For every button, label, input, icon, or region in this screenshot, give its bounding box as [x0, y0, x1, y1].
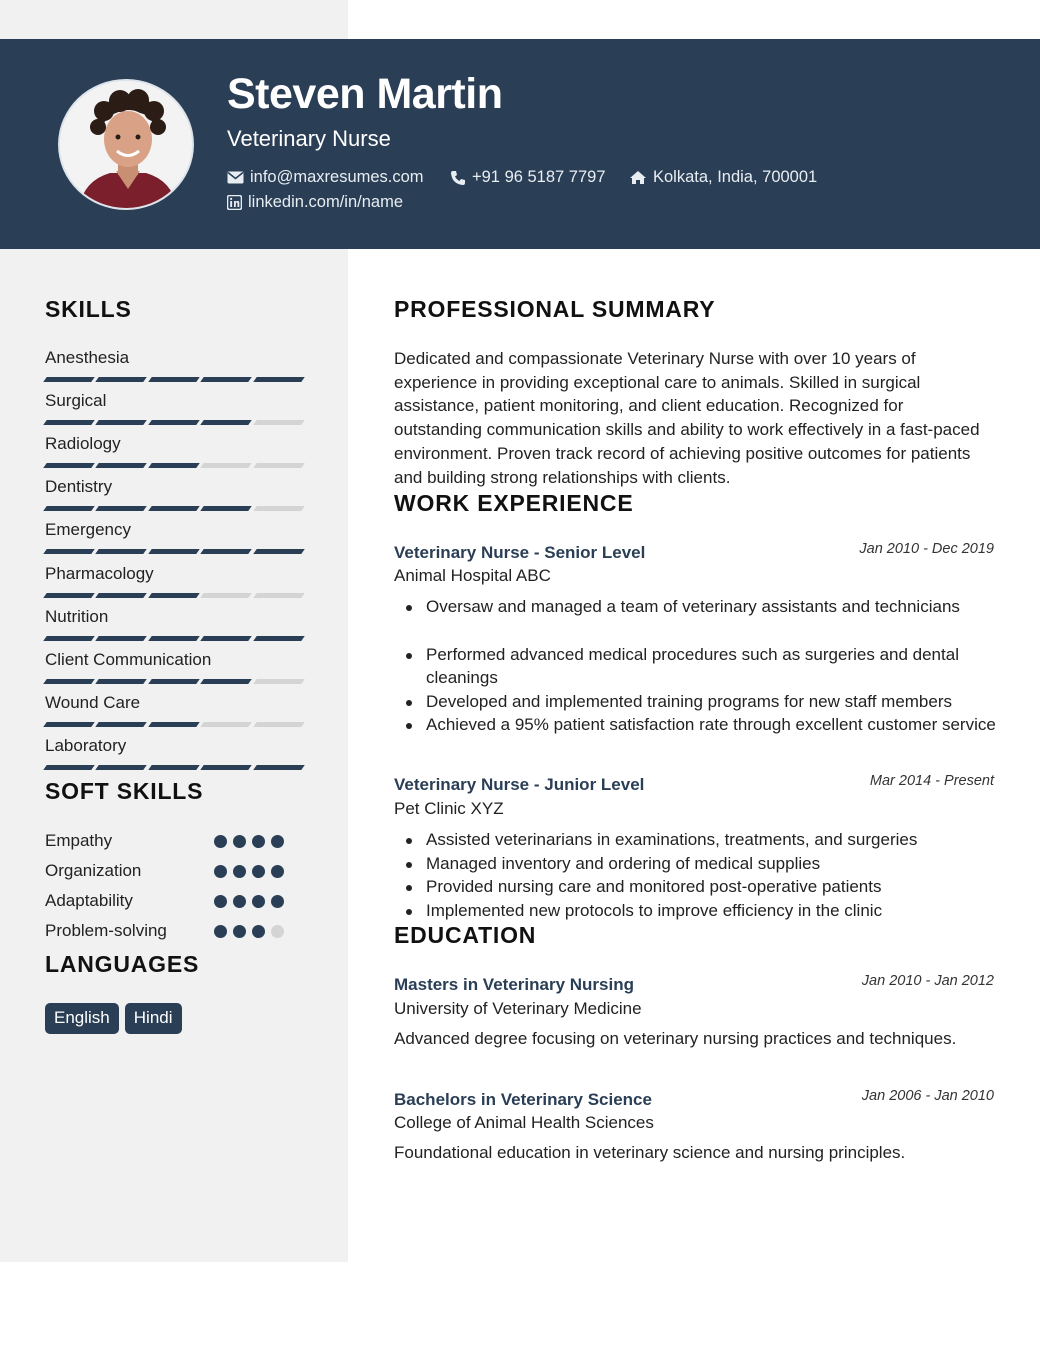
- skill-level-segment: [43, 506, 95, 511]
- skill-level-segment: [96, 549, 148, 554]
- languages-title: LANGUAGES: [45, 951, 200, 977]
- skill-level-segment: [253, 722, 305, 727]
- skills-title: SKILLS: [45, 296, 132, 322]
- soft-skills-title: SOFT SKILLS: [45, 778, 204, 804]
- experience-title: WORK EXPERIENCE: [394, 490, 634, 516]
- job-dates: Mar 2014 - Present: [869, 773, 994, 789]
- degree-dates: Jan 2006 - Jan 2010: [861, 1088, 994, 1104]
- skill-name: Dentistry: [45, 477, 113, 497]
- job-bullets: [394, 595, 1004, 737]
- degree-description: Foundational education in veterinary science and nursing principles.: [394, 1143, 906, 1162]
- language-tag: Hindi: [125, 1003, 182, 1034]
- skill-level-segment: [148, 463, 200, 468]
- bullet-item: Developed and implemented training programs for new staff members: [394, 690, 1004, 714]
- skill-level-segment: [43, 636, 95, 641]
- skill-level-bar: [45, 506, 303, 511]
- skill-name: Pharmacology: [45, 563, 154, 583]
- soft-skill-name: Adaptability: [45, 891, 133, 910]
- skill-level-segment: [200, 679, 252, 684]
- soft-skill-rating: [214, 895, 284, 908]
- skill-level-segment: [148, 636, 200, 641]
- skill-level-segment: [43, 463, 95, 468]
- skill-level-segment: [148, 506, 200, 511]
- skill-name: Laboratory: [45, 735, 127, 755]
- soft-skill-rating: [214, 865, 284, 878]
- skill-level-segment: [253, 636, 305, 641]
- skill-name: Nutrition: [45, 606, 109, 626]
- summary-text: Dedicated and compassionate Veterinary Nurse with over 10 years of experience in providing exceptional care to animals. Skilled in surgical assistance, patient monitoring, and client education. Recognized for outstanding communication skills and ability to work effectively in a fast-paced environment. Proven track record of achieving positive outcomes for patients and building strong relationships with clients.: [394, 349, 980, 487]
- skill-level-segment: [43, 593, 95, 598]
- skill-level-bar: [45, 636, 303, 641]
- rating-dot: [214, 925, 227, 938]
- job-title: Veterinary Nurse - Junior Level: [394, 775, 645, 794]
- skill-level-segment: [43, 765, 95, 770]
- school-name: University of Veterinary Medicine: [394, 999, 642, 1018]
- rating-dot: [233, 835, 246, 848]
- location-text: Kolkata, India, 700001: [653, 168, 818, 186]
- job-employer: Animal Hospital ABC: [394, 566, 551, 585]
- skill-level-segment: [43, 549, 95, 554]
- contact-phone[interactable]: [450, 168, 606, 187]
- skill-level-segment: [253, 549, 305, 554]
- skill-level-segment: [96, 506, 148, 511]
- rating-dot: [252, 895, 265, 908]
- skill-level-segment: [96, 679, 148, 684]
- rating-dot: [252, 865, 265, 878]
- contact-location: [629, 168, 817, 187]
- linkedin-icon: [227, 195, 242, 210]
- skill-name: Surgical: [45, 391, 107, 411]
- skill-level-segment: [253, 377, 305, 382]
- skill-level-segment: [96, 722, 148, 727]
- skill-level-bar: [45, 377, 303, 382]
- skill-name: Wound Care: [45, 692, 141, 712]
- rating-dot: [233, 925, 246, 938]
- skill-name: Emergency: [45, 520, 131, 540]
- skill-level-bar: [45, 593, 303, 598]
- skill-level-segment: [200, 593, 252, 598]
- skill-level-segment: [200, 722, 252, 727]
- linkedin-text: linkedin.com/in/name: [248, 193, 403, 211]
- rating-dot: [271, 835, 284, 848]
- skill-level-segment: [96, 593, 148, 598]
- skill-level-segment: [148, 722, 200, 727]
- job-dates: Jan 2010 - Dec 2019: [859, 541, 994, 557]
- skill-level-segment: [96, 377, 148, 382]
- skill-level-segment: [148, 549, 200, 554]
- skill-level-segment: [253, 506, 305, 511]
- bullet-item: Performed advanced medical procedures such as surgeries and dental cleanings: [394, 643, 1004, 690]
- skill-level-segment: [253, 765, 305, 770]
- skill-level-bar: [45, 722, 303, 727]
- education-title: EDUCATION: [394, 922, 537, 948]
- skill-level-segment: [43, 679, 95, 684]
- degree-title: Masters in Veterinary Nursing: [394, 975, 634, 994]
- phone-icon: [450, 170, 466, 186]
- skill-level-segment: [253, 420, 305, 425]
- skill-level-segment: [200, 549, 252, 554]
- skill-level-segment: [253, 463, 305, 468]
- rating-dot: [252, 925, 265, 938]
- skill-level-segment: [253, 679, 305, 684]
- soft-skill-name: Empathy: [45, 831, 113, 850]
- rating-dot: [214, 895, 227, 908]
- skill-level-segment: [43, 722, 95, 727]
- skill-name: Client Communication: [45, 649, 212, 669]
- candidate-name: Steven Martin: [227, 70, 503, 118]
- bullet-item: Implemented new protocols to improve efficiency in the clinic: [394, 899, 1004, 923]
- degree-description: Advanced degree focusing on veterinary nursing practices and techniques.: [394, 1029, 957, 1048]
- soft-skill-rating: [214, 925, 284, 938]
- skill-level-segment: [96, 636, 148, 641]
- skill-level-segment: [148, 679, 200, 684]
- contact-email[interactable]: [227, 168, 424, 187]
- skill-level-segment: [200, 463, 252, 468]
- phone-text: +91 96 5187 7797: [472, 168, 606, 186]
- bullet-item: Managed inventory and ordering of medical supplies: [394, 852, 1004, 876]
- skill-level-segment: [200, 420, 252, 425]
- skill-level-segment: [200, 765, 252, 770]
- rating-dot: [252, 835, 265, 848]
- profile-photo: [58, 79, 194, 210]
- school-name: College of Animal Health Sciences: [394, 1113, 654, 1132]
- rating-dot: [271, 895, 284, 908]
- rating-dot: [214, 835, 227, 848]
- skill-level-segment: [253, 593, 305, 598]
- skill-level-segment: [200, 636, 252, 641]
- home-icon: [629, 170, 647, 185]
- skill-level-segment: [200, 506, 252, 511]
- rating-dot: [233, 865, 246, 878]
- job-title: Veterinary Nurse - Senior Level: [394, 543, 646, 562]
- bullet-item: Oversaw and managed a team of veterinary assistants and technicians: [394, 595, 1004, 619]
- language-tag: English: [45, 1003, 119, 1034]
- skill-name: Radiology: [45, 434, 121, 454]
- rating-dot: [271, 865, 284, 878]
- bullet-item: Achieved a 95% patient satisfaction rate through excellent customer service: [394, 713, 1004, 737]
- summary-title: PROFESSIONAL SUMMARY: [394, 296, 716, 322]
- soft-skill-rating: [214, 835, 284, 848]
- skill-level-segment: [43, 420, 95, 425]
- skill-level-segment: [148, 593, 200, 598]
- rating-dot: [271, 925, 284, 938]
- envelope-icon: [227, 171, 244, 184]
- skill-level-segment: [96, 765, 148, 770]
- rating-dot: [233, 895, 246, 908]
- soft-skill-name: Problem-solving: [45, 921, 167, 940]
- candidate-role: Veterinary Nurse: [227, 126, 391, 151]
- resume-header: [0, 39, 1040, 249]
- bullet-item: Provided nursing care and monitored post-operative patients: [394, 875, 1004, 899]
- skill-level-bar: [45, 420, 303, 425]
- skill-level-bar: [45, 549, 303, 554]
- skill-level-bar: [45, 463, 303, 468]
- skill-name: Anesthesia: [45, 348, 130, 367]
- degree-dates: Jan 2010 - Jan 2012: [861, 973, 994, 989]
- degree-title: Bachelors in Veterinary Science: [394, 1090, 652, 1109]
- email-text: info@maxresumes.com: [250, 168, 424, 186]
- skill-level-segment: [96, 420, 148, 425]
- skill-level-segment: [148, 765, 200, 770]
- skill-level-bar: [45, 679, 303, 684]
- languages-list: [45, 1003, 182, 1034]
- bullet-item: Assisted veterinarians in examinations, treatments, and surgeries: [394, 828, 1004, 852]
- skill-level-segment: [43, 377, 95, 382]
- rating-dot: [214, 865, 227, 878]
- skill-level-segment: [148, 420, 200, 425]
- skill-level-bar: [45, 765, 303, 770]
- contact-linkedin[interactable]: [227, 193, 403, 212]
- job-bullets: [394, 828, 1004, 922]
- job-employer: Pet Clinic XYZ: [394, 799, 504, 818]
- skill-level-segment: [96, 463, 148, 468]
- skill-level-segment: [200, 377, 252, 382]
- skill-level-segment: [148, 377, 200, 382]
- soft-skill-name: Organization: [45, 861, 142, 880]
